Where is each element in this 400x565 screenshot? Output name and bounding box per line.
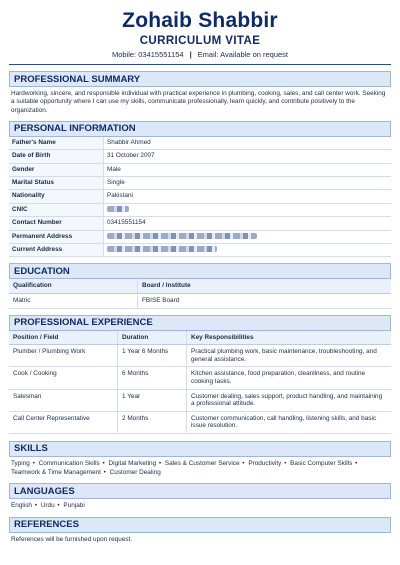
- language-item: Urdu •: [41, 502, 62, 509]
- table-row: [9, 190, 391, 203]
- exp-position: Call Center Representative: [9, 411, 118, 433]
- table-row: [9, 163, 391, 176]
- table-row: [9, 367, 391, 389]
- skill-item: Customer Dealing: [109, 468, 161, 476]
- info-value: [104, 203, 392, 216]
- info-label: Date of Birth: [9, 150, 104, 163]
- info-value: Male: [104, 163, 392, 176]
- email-text: Email: Available on request: [197, 50, 289, 59]
- exp-header-duration: Duration: [118, 331, 187, 345]
- skill-item: Digital Marketing •: [109, 460, 164, 467]
- edu-header-qualification: Qualification: [9, 279, 138, 293]
- personal-info-table: [9, 137, 391, 258]
- exp-position: Cook / Cooking: [9, 367, 118, 389]
- summary-heading: PROFESSIONAL SUMMARY: [9, 71, 391, 87]
- info-value: Single: [104, 177, 392, 190]
- language-item: Punjabi: [63, 502, 85, 510]
- table-row: [9, 150, 391, 163]
- table-row: [9, 230, 391, 243]
- contact-line: [9, 50, 391, 60]
- info-label: Current Address: [9, 244, 104, 257]
- skill-item: Productivity •: [248, 460, 288, 467]
- cv-header: [9, 9, 391, 60]
- info-value: [104, 230, 392, 243]
- info-value: Pakistani: [104, 190, 392, 203]
- exp-position: Salesman: [9, 389, 118, 411]
- table-row: [9, 244, 391, 257]
- skill-item: Teamwork & Time Management •: [11, 469, 108, 476]
- exp-position: Plumber / Plumbing Work: [9, 345, 118, 367]
- table-row: [9, 411, 391, 433]
- mobile-text: Mobile: 03415551154: [111, 50, 184, 59]
- table-row: [9, 345, 391, 367]
- header-rule: [9, 64, 391, 65]
- skill-item: Basic Computer Skills •: [290, 460, 359, 467]
- exp-duration: 2 Months: [118, 411, 187, 433]
- redacted-value: [107, 206, 129, 212]
- exp-responsibilities: Practical plumbing work, basic maintenance, troubleshooting, and general assistance.: [187, 345, 392, 367]
- redacted-value: [107, 233, 257, 239]
- exp-responsibilities: Customer dealing, sales support, product handling, and maintaining a professional attitude.: [187, 389, 392, 411]
- skills-list: [9, 457, 391, 479]
- exp-header-responsibilities: Key Responsibilities: [187, 331, 392, 345]
- info-label: CNIC: [9, 203, 104, 216]
- info-value: 31 October 2007: [104, 150, 392, 163]
- table-row: [9, 177, 391, 190]
- table-row: [9, 217, 391, 230]
- table-row: [9, 294, 391, 309]
- exp-duration: 6 Months: [118, 367, 187, 389]
- info-label: Permanent Address: [9, 230, 104, 243]
- info-value: Shabbir Ahmed: [104, 137, 392, 150]
- table-row: [9, 137, 391, 150]
- skill-item: Sales & Customer Service •: [165, 460, 247, 467]
- edu-header-board: Board / Institute: [138, 279, 392, 293]
- language-item: English •: [11, 502, 39, 509]
- exp-duration: 1 Year 6 Months: [118, 345, 187, 367]
- info-value: 03415551154: [104, 217, 392, 230]
- table-row: [9, 203, 391, 216]
- contact-separator: |: [189, 50, 192, 59]
- languages-heading: LANGUAGES: [9, 483, 391, 499]
- info-label: Contact Number: [9, 217, 104, 230]
- skills-heading: SKILLS: [9, 441, 391, 457]
- table-row: [9, 389, 391, 411]
- edu-qualification: Matric: [9, 294, 138, 309]
- info-label: Marital Status: [9, 177, 104, 190]
- exp-duration: 1 Year: [118, 389, 187, 411]
- exp-responsibilities: Kitchen assistance, food preparation, cleanliness, and routine cooking tasks.: [187, 367, 392, 389]
- personal-info-heading: PERSONAL INFORMATION: [9, 121, 391, 137]
- summary-text: Hardworking, sincere, and responsible individual with practical experience in plumbing, cooking, sales, and call center work. Seeking a suitable opportunity where I can use my skills, communicate professionally, learn quickly, and contribute positively to the organization.: [11, 90, 386, 114]
- experience-table: [9, 331, 391, 434]
- exp-header-position: Position / Field: [9, 331, 118, 345]
- info-value: [104, 244, 392, 257]
- skill-item: Communication Skills •: [39, 460, 107, 467]
- redacted-value: [107, 246, 217, 252]
- cv-subtitle: CURRICULUM VITAE: [139, 35, 261, 47]
- references-text: References will be furnished upon request.: [11, 535, 133, 543]
- edu-board: FBISE Board: [138, 294, 392, 309]
- info-label: Father's Name: [9, 137, 104, 150]
- education-table: [9, 279, 391, 308]
- info-label: Nationality: [9, 190, 104, 203]
- experience-heading: PROFESSIONAL EXPERIENCE: [9, 315, 391, 331]
- languages-list: [9, 499, 391, 513]
- skill-item: Typing •: [11, 460, 37, 467]
- candidate-name: Zohaib Shabbir: [122, 9, 278, 32]
- education-heading: EDUCATION: [9, 263, 391, 279]
- info-label: Gender: [9, 163, 104, 176]
- references-heading: REFERENCES: [9, 517, 391, 533]
- exp-responsibilities: Customer communication, call handling, listening skills, and basic issue resolution.: [187, 411, 392, 433]
